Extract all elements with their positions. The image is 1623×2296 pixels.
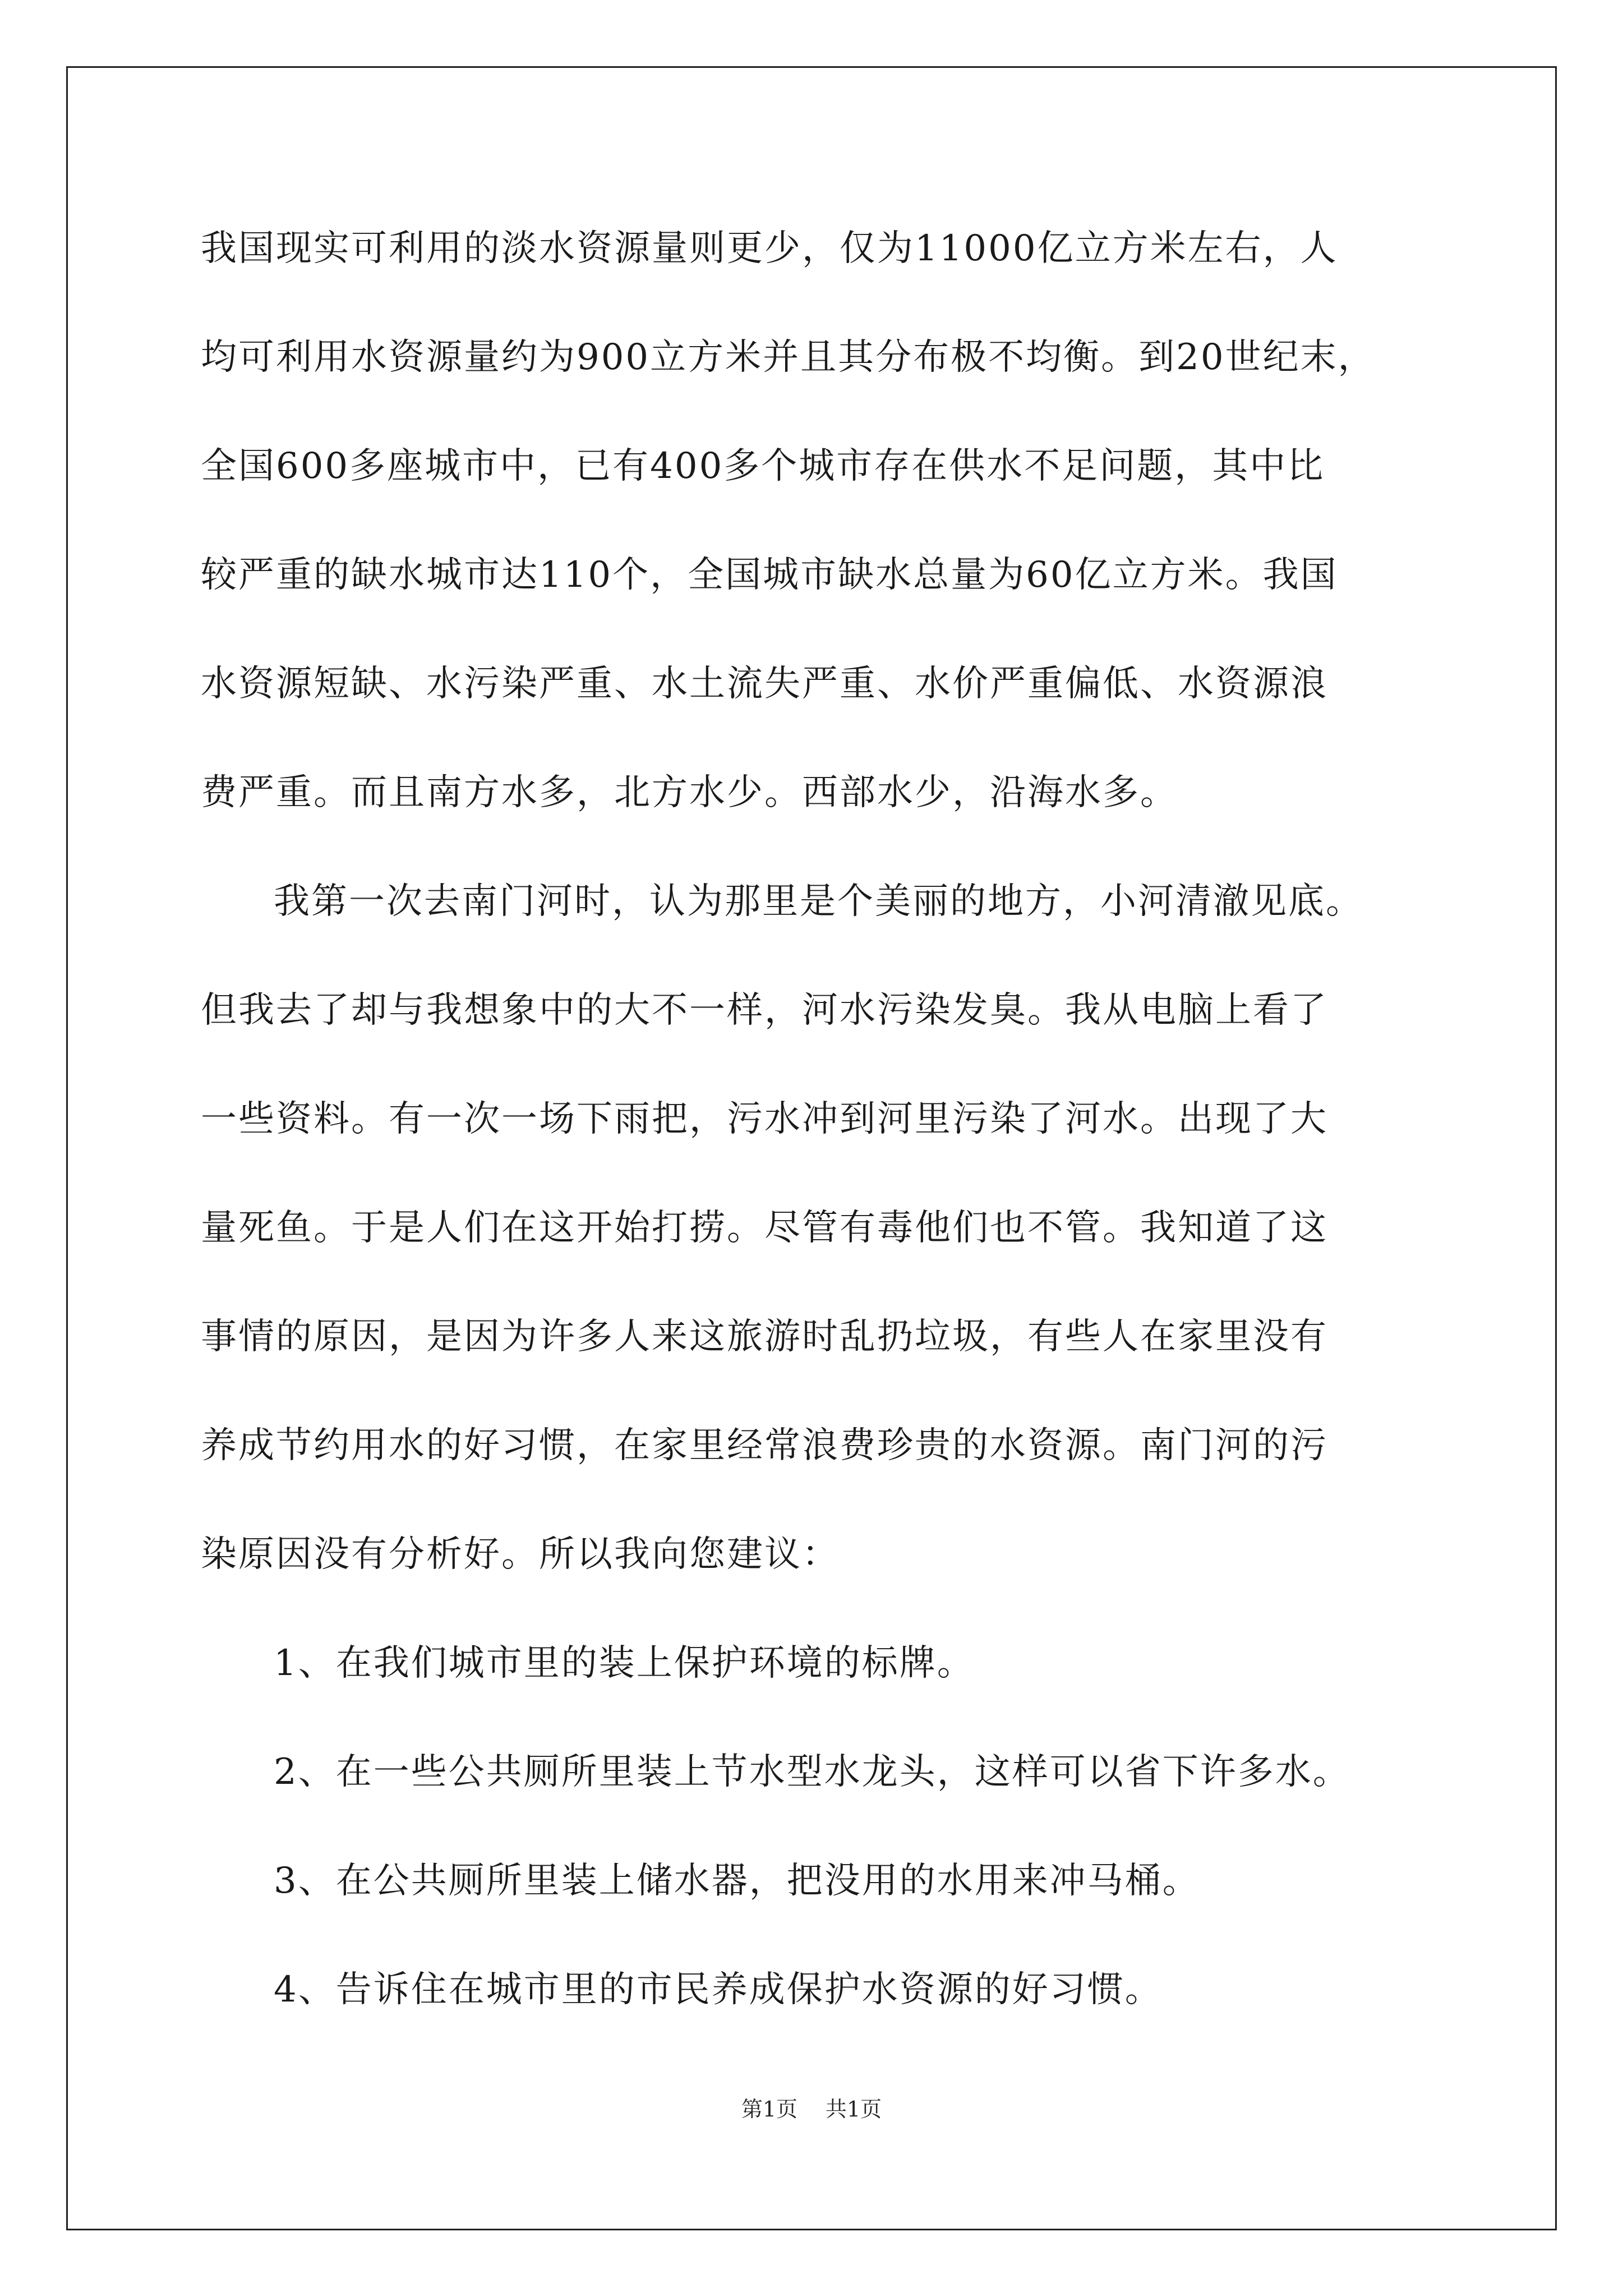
paragraph-1-line-3: 全国600多座城市中，已有400多个城市存在供水不足问题，其中比 [201, 445, 1325, 487]
suggestion-item-1: 1、在我们城市里的装上保护环境的标牌。 [274, 1642, 975, 1684]
paragraph-2-line-7: 染原因没有分析好。所以我向您建议： [201, 1534, 840, 1575]
paragraph-1-line-1: 我国现实可利用的淡水资源量则更少，仅为11000亿立方米左右，人 [201, 228, 1338, 269]
paragraph-2-line-2: 但我去了却与我想象中的大不一样，河水污染发臭。我从电脑上看了 [201, 990, 1328, 1031]
suggestion-item-3: 3、在公共厕所里装上储水器，把没用的水用来冲马桶。 [274, 1860, 1200, 1902]
page-number-current: 第1页 [741, 2097, 797, 2122]
paragraph-2-line-1: 我第一次去南门河时，认为那里是个美丽的地方，小河清澈见底。 [274, 881, 1363, 922]
paragraph-2-line-3: 一些资料。有一次一场下雨把，污水冲到河里污染了河水。出现了大 [201, 1098, 1328, 1140]
page-border [66, 66, 1557, 2230]
paragraph-2-line-5: 事情的原因，是因为许多人来这旅游时乱扔垃圾，有些人在家里没有 [201, 1316, 1328, 1358]
paragraph-2-line-6: 养成节约用水的好习惯，在家里经常浪费珍贵的水资源。南门河的污 [201, 1425, 1328, 1466]
paragraph-1-line-4: 较严重的缺水城市达110个，全国城市缺水总量为60亿立方米。我国 [201, 554, 1338, 596]
paragraph-1-line-2: 均可利用水资源量约为900立方米并且其分布极不均衡。到20世纪末， [201, 337, 1376, 378]
page-footer [0, 2095, 1623, 2123]
suggestion-item-4: 4、告诉住在城市里的市民养成保护水资源的好习惯。 [274, 1969, 1163, 2010]
page-number-total: 共1页 [826, 2097, 882, 2122]
paragraph-1-line-6: 费严重。而且南方水多，北方水少。西部水少，沿海水多。 [201, 772, 1178, 813]
suggestion-item-2: 2、在一些公共厕所里装上节水型水龙头，这样可以省下许多水。 [274, 1751, 1350, 1793]
paragraph-2-line-4: 量死鱼。于是人们在这开始打捞。尽管有毒他们也不管。我知道了这 [201, 1207, 1328, 1249]
paragraph-1-line-5: 水资源短缺、水污染严重、水土流失严重、水价严重偏低、水资源浪 [201, 663, 1328, 705]
